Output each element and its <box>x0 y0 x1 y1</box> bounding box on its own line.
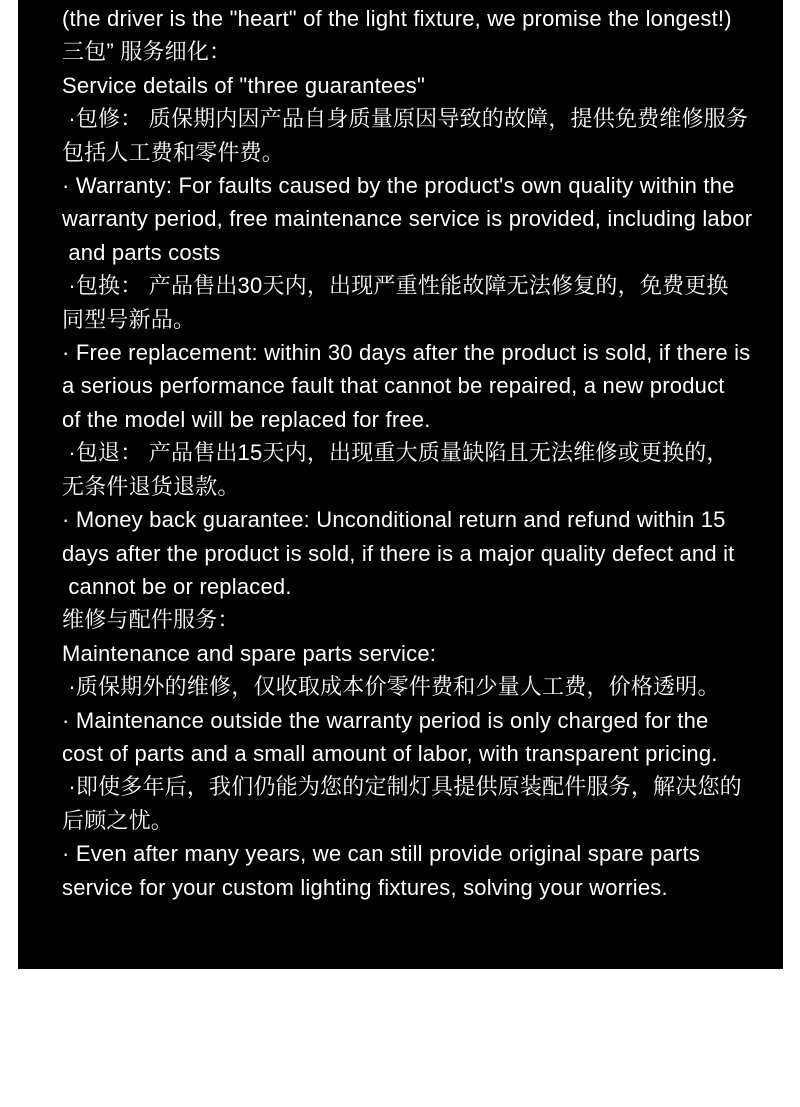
text-line-zh: ·包修： 质保期内因产品自身质量原因导致的故障，提供免费维修服务 <box>62 106 749 132</box>
text-line-zh: ·质保期外的维修，仅收取成本价零件费和少量人工费，价格透明。 <box>62 674 720 700</box>
text-line-en: · Maintenance outside the warranty period is only charged for the <box>62 707 709 733</box>
text-line-en: warranty period, free maintenance service is provided, including labor <box>62 206 753 232</box>
text-line-en: days after the product is sold, if there is a major quality defect and it <box>62 540 735 566</box>
text-line-zh: 三包” 服务细化： <box>62 39 232 65</box>
text-line-zh: 同型号新品。 <box>62 306 196 332</box>
text-line-en: service for your custom lighting fixtures, solving your worries. <box>62 874 668 900</box>
text-line-en: Maintenance and spare parts service: <box>62 640 437 666</box>
text-line-en: of the model will be replaced for free. <box>62 406 431 432</box>
text-line-zh: ·包换： 产品售出30天内，出现严重性能故障无法修复的，免费更换 <box>62 273 729 299</box>
text-line-en: (the driver is the "heart" of the light fixture, we promise the longest!) <box>62 6 732 31</box>
text-line-zh: ·即使多年后，我们仍能为您的定制灯具提供原装配件服务，解决您的 <box>62 774 742 800</box>
text-line-en: cannot be or replaced. <box>62 573 292 599</box>
bottom-page-margin <box>0 969 800 1107</box>
warranty-service-text-panel <box>18 0 783 969</box>
text-line-zh: 维修与配件服务： <box>62 607 240 633</box>
text-line-en: · Warranty: For faults caused by the product's own quality within the <box>62 173 735 199</box>
text-line-en: Service details of "three guarantees" <box>62 72 425 98</box>
text-line-en: and parts costs <box>62 239 221 265</box>
text-line-en: · Free replacement: within 30 days after the product is sold, if there is <box>62 340 751 366</box>
text-line-en: cost of parts and a small amount of labor, with transparent pricing. <box>62 740 718 766</box>
text-line-en: · Money back guarantee: Unconditional return and refund within 15 <box>62 507 726 533</box>
text-line-en: a serious performance fault that cannot be repaired, a new product <box>62 373 725 399</box>
text-line-zh: 后顾之忧。 <box>62 807 174 833</box>
text-line-zh: 包括人工费和零件费。 <box>62 139 285 165</box>
text-line-zh: ·包退： 产品售出15天内，出现重大质量缺陷且无法维修或更换的， <box>62 440 729 466</box>
text-line-en: · Even after many years, we can still provide original spare parts <box>62 841 701 867</box>
text-line-zh: 无条件退货退款。 <box>62 473 240 499</box>
text-lines <box>62 2 777 904</box>
